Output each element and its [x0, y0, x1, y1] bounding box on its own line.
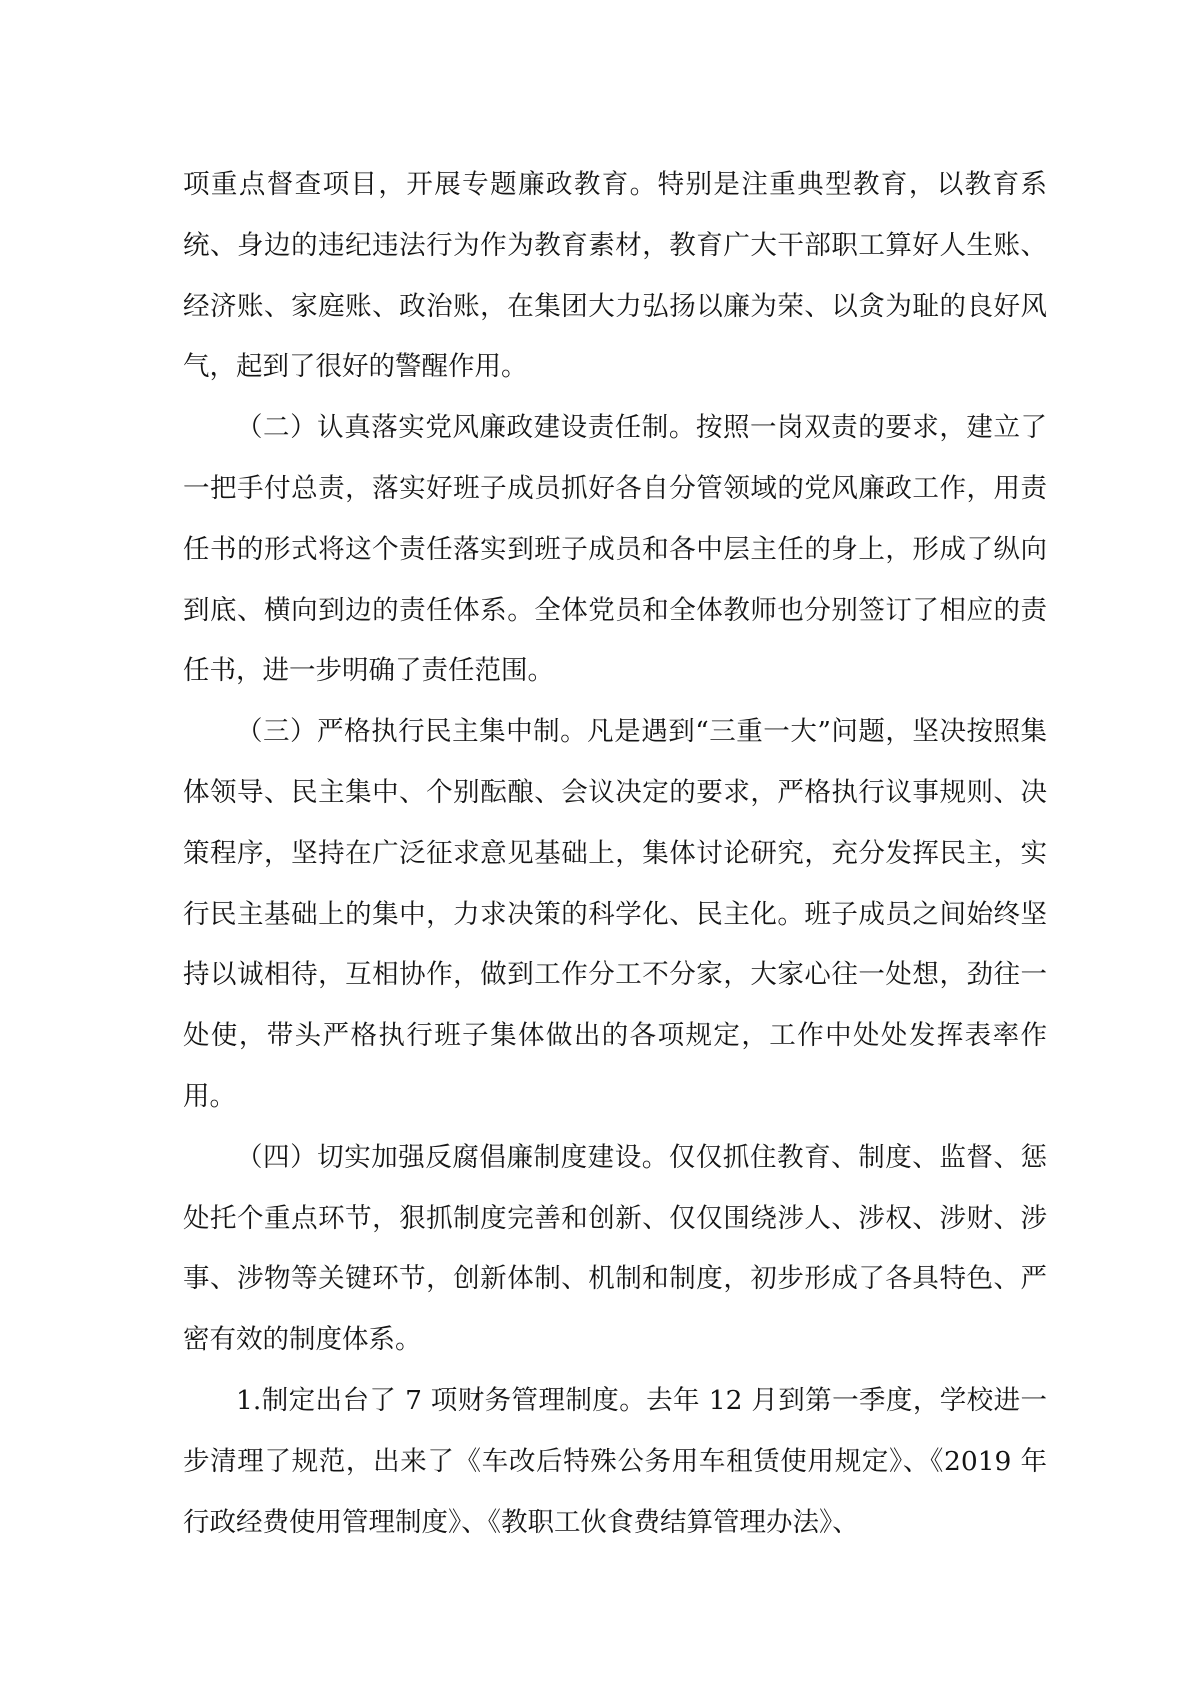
paragraph-continuation: [183, 155, 1047, 398]
paragraph-heading: （四）切实加强反腐倡廉制度建设。: [236, 1141, 669, 1173]
paragraph-anti-corruption-system: [183, 1128, 1047, 1371]
document-body: [183, 155, 1047, 1553]
paragraph-text: 凡是遇到“三重一大”问题，坚决按照集体领导、民主集中、个别酝酿、会议决定的要求，严格执行议事规则、决策程序，坚持在广泛征求意见基础上，集体讨论研究，充分发挥民主，实行民主基础上的集中，力求决策的科学化、民主化。班子成员之间始终坚持以诚相待，互相协作，做到工作分工不分家，大家心往一处想，劲往一处使，带头严格执行班子集体做出的各项规定，工作中处处发挥表率作用。: [183, 716, 1047, 1112]
paragraph-text: 仅仅抓住教育、制度、监督、惩处托个重点环节，狠抓制度完善和创新、仅仅围绕涉人、涉权、涉财、涉事、涉物等关键环节，创新体制、机制和制度，初步形成了各具特色、严密有效的制度体系。: [183, 1141, 1048, 1356]
paragraph-financial-rules: [183, 1371, 1047, 1553]
paragraph-democratic-centralism: [183, 702, 1047, 1128]
paragraph-text: 按照一岗双责的要求，建立了一把手付总责，落实好班子成员抓好各自分管领域的党风廉政工作，用责任书的形式将这个责任落实到班子成员和各中层主任的身上，形成了纵向到底、横向到边的责任体系。全体党员和全体教师也分别签订了相应的责任书，进一步明确了责任范围。: [183, 412, 1048, 687]
paragraph-heading: （二）认真落实党风廉政建设责任制。: [236, 412, 696, 444]
paragraph-responsibility-system: [183, 398, 1047, 702]
paragraph-text: 1.制定出台了 7 项财务管理制度。去年 12 月到第一季度，学校进一步清理了规范，出来了《车改后特殊公务用车租赁使用规定》、《2019 年行政经费使用管理制度》、《教职工伙食费结算管理办法》、: [183, 1384, 1047, 1538]
paragraph-heading: （三）严格执行民主集中制。: [236, 716, 588, 748]
paragraph-text: 项重点督查项目，开展专题廉政教育。特别是注重典型教育，以教育系统、身边的违纪违法行为作为教育素材，教育广大干部职工算好人生账、经济账、家庭账、政治账，在集团大力弘扬以廉为荣、以贪为耻的良好风气，起到了很好的警醒作用。: [183, 169, 1047, 383]
